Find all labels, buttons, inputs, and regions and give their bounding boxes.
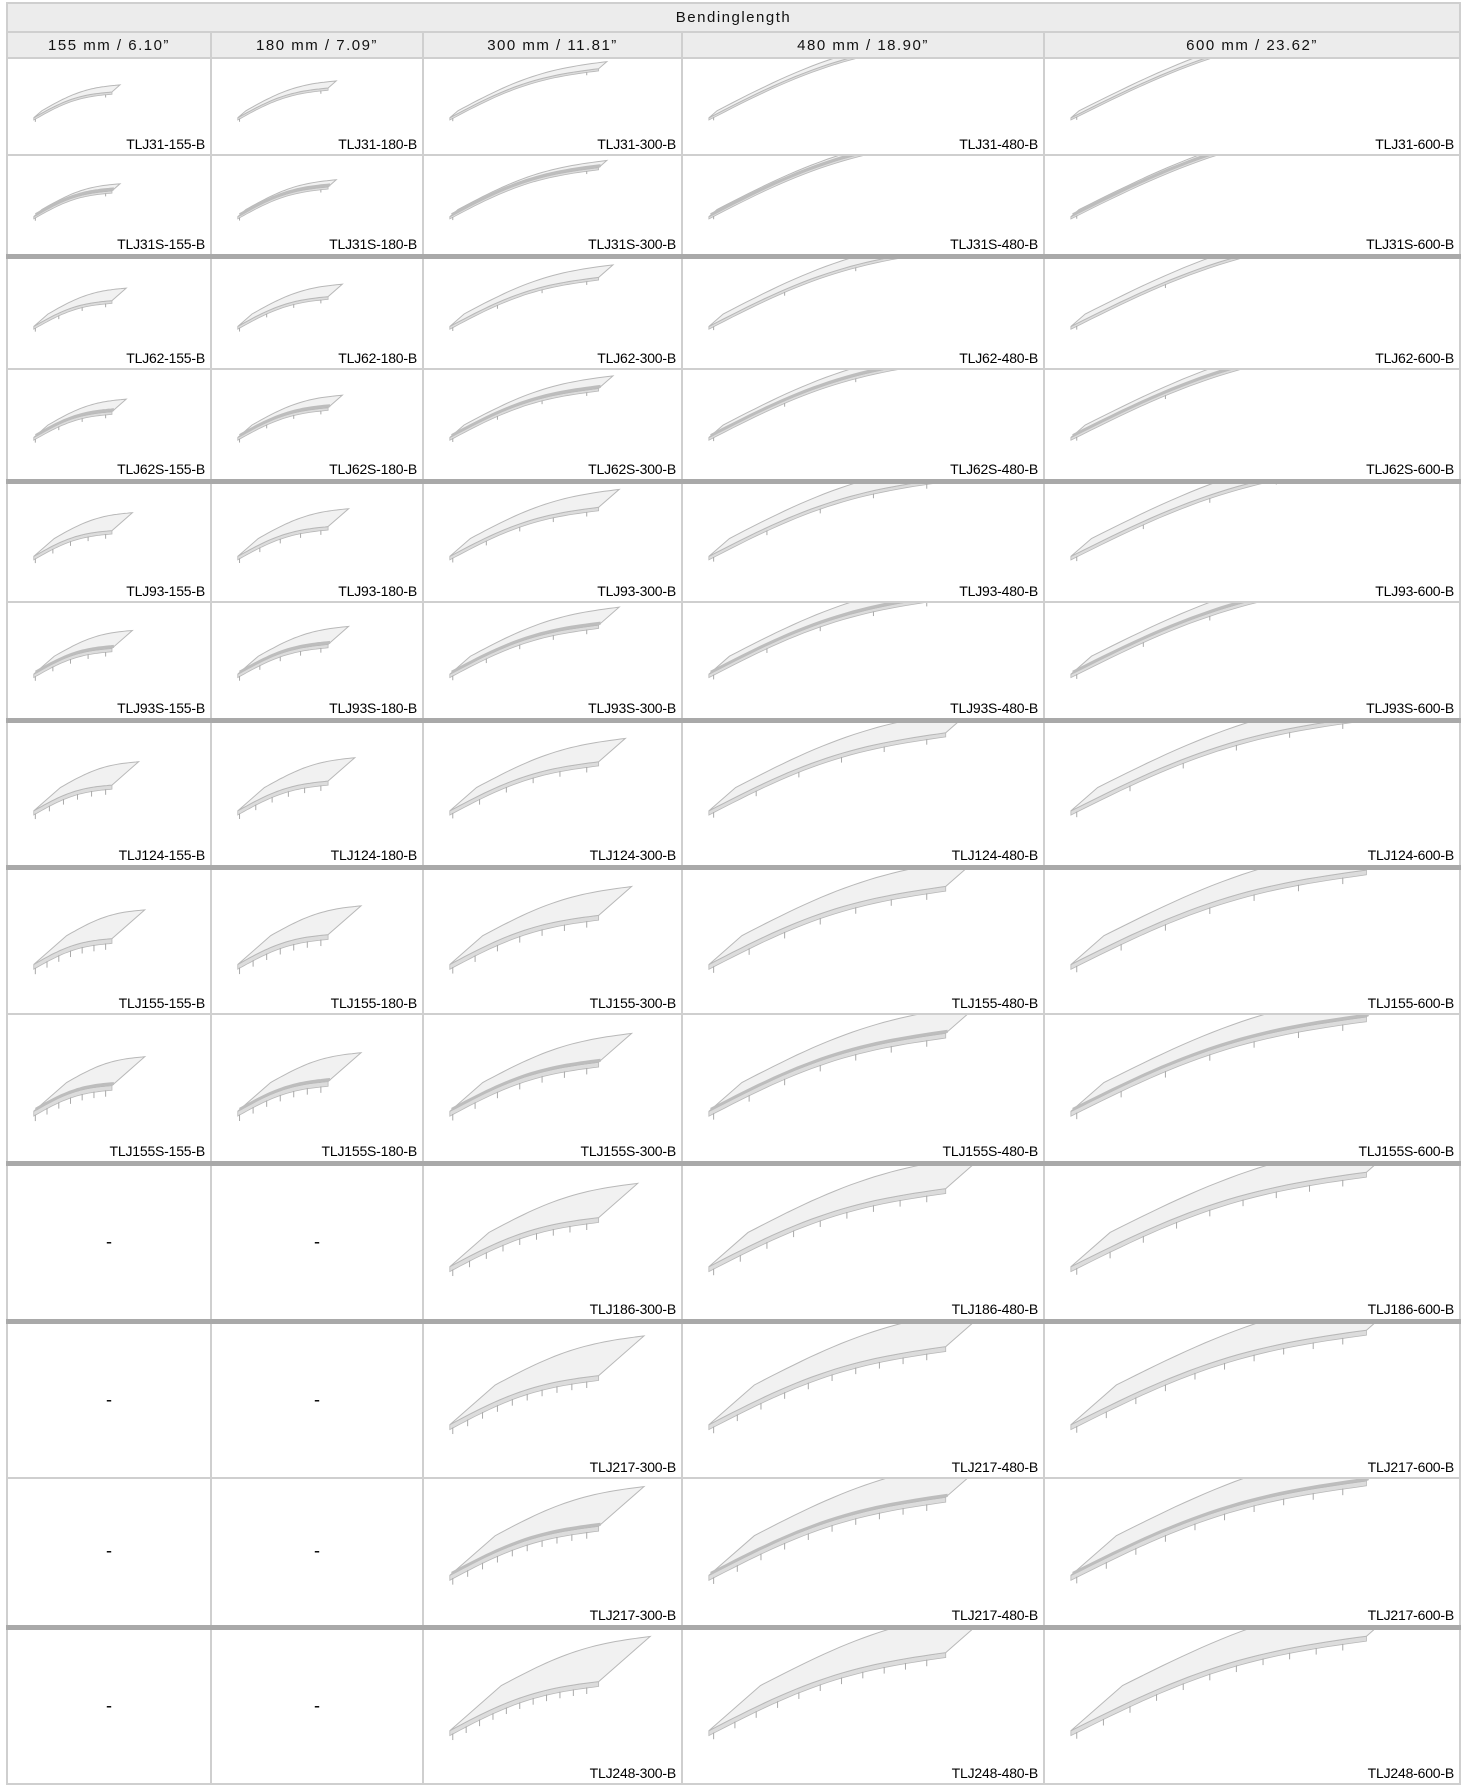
strip-top-face [450, 62, 607, 118]
product-cell [423, 155, 682, 257]
product-cell [682, 1322, 1044, 1479]
part-number-label: TLJ93-600-B [1375, 583, 1454, 599]
product-cell [1044, 58, 1460, 155]
table-row [7, 602, 1460, 721]
part-number-label: TLJ155S-300-B [580, 1143, 676, 1159]
part-number-label: TLJ155S-480-B [942, 1143, 1038, 1159]
bent-strip-illustration [683, 1630, 1043, 1783]
not-available-mark: - [106, 1540, 112, 1561]
part-number-label: TLJ62S-480-B [950, 461, 1038, 477]
column-header-155: 155 mm / 6.10” [7, 32, 211, 58]
not-available-mark: - [314, 1230, 320, 1251]
strip-top-face [1071, 369, 1381, 438]
bent-strip-illustration [424, 723, 681, 865]
product-cell [1044, 868, 1460, 1015]
part-number-label: TLJ93S-600-B [1366, 700, 1454, 716]
strip-side-face [1071, 369, 1367, 440]
part-number-label: TLJ124-180-B [330, 847, 417, 863]
bent-strip-illustration [212, 1015, 422, 1161]
column-header-300: 300 mm / 11.81” [423, 32, 682, 58]
part-number-label: TLJ62S-180-B [329, 461, 417, 477]
product-table-sheet [6, 2, 1459, 1785]
product-cell [423, 602, 682, 721]
product-cell [682, 602, 1044, 721]
product-cell [211, 257, 423, 370]
column-header-180: 180 mm / 7.09” [211, 32, 423, 58]
bent-strip-illustration [212, 870, 422, 1013]
strip-side-face [1071, 58, 1367, 120]
part-number-label: TLJ124-480-B [951, 847, 1038, 863]
strip-side-face [709, 58, 946, 120]
product-cell [682, 1478, 1044, 1628]
product-cell [7, 1014, 211, 1164]
product-cell [1044, 482, 1460, 603]
strip-top-face [709, 1322, 991, 1425]
part-number-label: TLJ155S-155-B [109, 1143, 205, 1159]
part-number-label: TLJ155S-180-B [321, 1143, 417, 1159]
part-number-label: TLJ155S-600-B [1358, 1143, 1454, 1159]
part-number-label: TLJ62-600-B [1375, 350, 1454, 366]
part-number-label: TLJ248-480-B [951, 1765, 1038, 1781]
part-number-label: TLJ62S-155-B [117, 461, 205, 477]
product-cell [1044, 1014, 1460, 1164]
strip-side-face [1071, 257, 1367, 330]
product-cell [7, 58, 211, 155]
product-cell [211, 602, 423, 721]
product-cell [211, 1164, 423, 1322]
product-cell [1044, 369, 1460, 482]
bent-strip-illustration [8, 723, 210, 865]
bending-length-table [6, 2, 1461, 1785]
part-number-label: TLJ217-300-B [589, 1459, 676, 1475]
part-number-label: TLJ62-300-B [597, 350, 676, 366]
bent-strip-illustration [683, 870, 1043, 1013]
part-number-label: TLJ62S-600-B [1366, 461, 1454, 477]
product-cell [7, 257, 211, 370]
bent-strip-illustration [424, 1630, 681, 1783]
part-number-label: TLJ155-155-B [118, 995, 205, 1011]
product-cell [7, 868, 211, 1015]
strip-top-face [1071, 155, 1375, 217]
table-row [7, 1628, 1460, 1785]
table-row [7, 1014, 1460, 1164]
part-number-label: TLJ93S-480-B [950, 700, 1038, 716]
table-row [7, 1478, 1460, 1628]
bent-strip-illustration [1045, 1630, 1459, 1783]
product-cell [7, 1628, 211, 1785]
product-cell [423, 58, 682, 155]
bent-strip-illustration [1045, 1166, 1459, 1319]
part-number-label: TLJ31-155-B [126, 136, 205, 152]
strip-top-face [709, 482, 966, 557]
bent-strip-illustration [1045, 1015, 1459, 1161]
part-number-label: TLJ31-480-B [959, 136, 1038, 152]
product-cell [211, 482, 423, 603]
bent-strip-illustration [683, 723, 1043, 865]
part-number-label: TLJ155-600-B [1367, 995, 1454, 1011]
strip-top-face [450, 376, 613, 438]
part-number-label: TLJ93S-300-B [588, 700, 676, 716]
part-number-label: TLJ93-480-B [959, 583, 1038, 599]
strip-side-face [1071, 602, 1367, 678]
part-number-label: TLJ62S-300-B [588, 461, 676, 477]
product-cell [682, 58, 1044, 155]
bent-strip-illustration [212, 723, 422, 865]
table-row [7, 721, 1460, 868]
strip-top-face [1071, 602, 1387, 674]
product-cell [211, 1014, 423, 1164]
product-cell [682, 721, 1044, 868]
part-number-label: TLJ62-155-B [126, 350, 205, 366]
not-available-mark: - [106, 1230, 112, 1251]
product-cell [211, 721, 423, 868]
part-number-label: TLJ93-155-B [126, 583, 205, 599]
part-number-label: TLJ217-600-B [1367, 1607, 1454, 1623]
product-cell [1044, 1164, 1460, 1322]
product-cell [211, 369, 423, 482]
part-number-label: TLJ217-600-B [1367, 1459, 1454, 1475]
part-number-label: TLJ31-600-B [1375, 136, 1454, 152]
strip-top-face [709, 602, 966, 674]
table-row [7, 868, 1460, 1015]
bent-strip-illustration [8, 870, 210, 1013]
product-cell [682, 1164, 1044, 1322]
strip-side-face [450, 69, 599, 120]
part-number-label: TLJ31S-155-B [117, 236, 205, 252]
part-number-label: TLJ31-180-B [338, 136, 417, 152]
table-row [7, 1164, 1460, 1322]
product-cell [423, 482, 682, 603]
part-number-label: TLJ93S-155-B [117, 700, 205, 716]
product-cell [423, 1478, 682, 1628]
bent-strip-illustration [683, 1166, 1043, 1319]
part-number-label: TLJ248-600-B [1367, 1765, 1454, 1781]
part-number-label: TLJ31-300-B [597, 136, 676, 152]
product-cell [423, 868, 682, 1015]
strip-top-face [450, 265, 613, 327]
not-available-mark: - [106, 1388, 112, 1409]
table-row [7, 1322, 1460, 1479]
strip-top-face [1071, 1628, 1418, 1731]
product-cell [682, 1014, 1044, 1164]
product-cell [7, 1164, 211, 1322]
part-number-label: TLJ31S-600-B [1366, 236, 1454, 252]
part-number-label: TLJ217-480-B [951, 1459, 1038, 1475]
bent-strip-illustration [683, 1324, 1043, 1477]
product-cell [682, 257, 1044, 370]
strip-top-face [709, 721, 973, 811]
not-available-mark: - [314, 1694, 320, 1715]
product-cell [211, 1322, 423, 1479]
part-number-label: TLJ31S-180-B [329, 236, 417, 252]
product-cell [1044, 721, 1460, 868]
bent-strip-illustration [424, 1015, 681, 1161]
strip-side-face [1071, 482, 1367, 560]
product-cell [7, 1478, 211, 1628]
part-number-label: TLJ186-600-B [1367, 1301, 1454, 1317]
table-body [7, 58, 1460, 1784]
product-cell [7, 1322, 211, 1479]
product-cell [1044, 257, 1460, 370]
not-available-mark: - [314, 1388, 320, 1409]
not-available-mark: - [314, 1540, 320, 1561]
part-number-label: TLJ93-300-B [597, 583, 676, 599]
part-number-label: TLJ124-155-B [118, 847, 205, 863]
product-cell [682, 155, 1044, 257]
bent-strip-illustration [8, 1015, 210, 1161]
strip-top-face [1071, 257, 1381, 327]
table-row [7, 369, 1460, 482]
table-row [7, 257, 1460, 370]
part-number-label: TLJ217-300-B [589, 1607, 676, 1623]
part-number-label: TLJ31S-300-B [588, 236, 676, 252]
product-cell [423, 369, 682, 482]
strip-top-face [1071, 721, 1393, 811]
part-number-label: TLJ186-300-B [589, 1301, 676, 1317]
bent-strip-illustration [424, 870, 681, 1013]
product-cell [7, 155, 211, 257]
strip-top-face [709, 58, 954, 118]
part-number-label: TLJ155-480-B [951, 995, 1038, 1011]
strip-top-face [709, 257, 960, 327]
table-row [7, 155, 1460, 257]
part-number-label: TLJ124-600-B [1367, 847, 1454, 863]
product-cell [423, 1164, 682, 1322]
table-row [7, 58, 1460, 155]
product-cell [423, 721, 682, 868]
not-available-mark: - [106, 1694, 112, 1715]
bent-strip-illustration [424, 1324, 681, 1477]
product-cell [682, 482, 1044, 603]
strip-top-face [1071, 1478, 1412, 1575]
product-cell [211, 1478, 423, 1628]
part-number-label: TLJ124-300-B [589, 847, 676, 863]
part-number-label: TLJ217-480-B [951, 1607, 1038, 1623]
product-cell [1044, 602, 1460, 721]
product-cell [682, 369, 1044, 482]
strip-edge-rim [1073, 369, 1369, 436]
column-header-480: 480 mm / 18.90” [682, 32, 1044, 58]
product-cell [7, 602, 211, 721]
product-cell [1044, 155, 1460, 257]
product-cell [7, 482, 211, 603]
product-cell [211, 58, 423, 155]
strip-top-face [709, 1478, 991, 1575]
part-number-label: TLJ31S-480-B [950, 236, 1038, 252]
product-cell [211, 1628, 423, 1785]
product-cell [7, 369, 211, 482]
product-cell [211, 868, 423, 1015]
bent-strip-illustration [424, 1166, 681, 1319]
strip-side-face [709, 155, 946, 219]
column-header-600: 600 mm / 23.62” [1044, 32, 1460, 58]
product-cell [1044, 1478, 1460, 1628]
strip-side-face [1071, 155, 1367, 219]
part-number-label: TLJ155-180-B [330, 995, 417, 1011]
bent-strip-illustration [1045, 1324, 1459, 1477]
strip-side-face [450, 168, 599, 219]
strip-edge-rim [452, 166, 601, 215]
strip-top-face [1071, 58, 1375, 118]
strip-top-face [1071, 868, 1400, 965]
strip-edge-rim [1073, 155, 1369, 215]
product-cell [423, 1628, 682, 1785]
product-cell [1044, 1322, 1460, 1479]
part-number-label: TLJ186-480-B [951, 1301, 1038, 1317]
product-cell [7, 721, 211, 868]
product-cell [1044, 1628, 1460, 1785]
bent-strip-illustration [1045, 870, 1459, 1013]
product-cell [211, 155, 423, 257]
product-cell [423, 1014, 682, 1164]
part-number-label: TLJ62-480-B [959, 350, 1038, 366]
strip-top-face [709, 1628, 997, 1731]
product-cell [682, 868, 1044, 1015]
part-number-label: TLJ248-300-B [589, 1765, 676, 1781]
product-cell [423, 1322, 682, 1479]
bent-strip-illustration [683, 1015, 1043, 1161]
part-number-label: TLJ93-180-B [338, 583, 417, 599]
product-cell [423, 257, 682, 370]
bent-strip-illustration [424, 1479, 681, 1625]
table-row [7, 482, 1460, 603]
bent-strip-illustration [1045, 723, 1459, 865]
part-number-label: TLJ155-300-B [589, 995, 676, 1011]
bent-strip-illustration [683, 1479, 1043, 1625]
table-title: Bendinglength [7, 3, 1460, 32]
product-cell [682, 1628, 1044, 1785]
strip-top-face [1071, 1014, 1400, 1111]
part-number-label: TLJ93S-180-B [329, 700, 417, 716]
strip-top-face [1071, 1322, 1412, 1425]
part-number-label: TLJ62-180-B [338, 350, 417, 366]
bent-strip-illustration [1045, 1479, 1459, 1625]
